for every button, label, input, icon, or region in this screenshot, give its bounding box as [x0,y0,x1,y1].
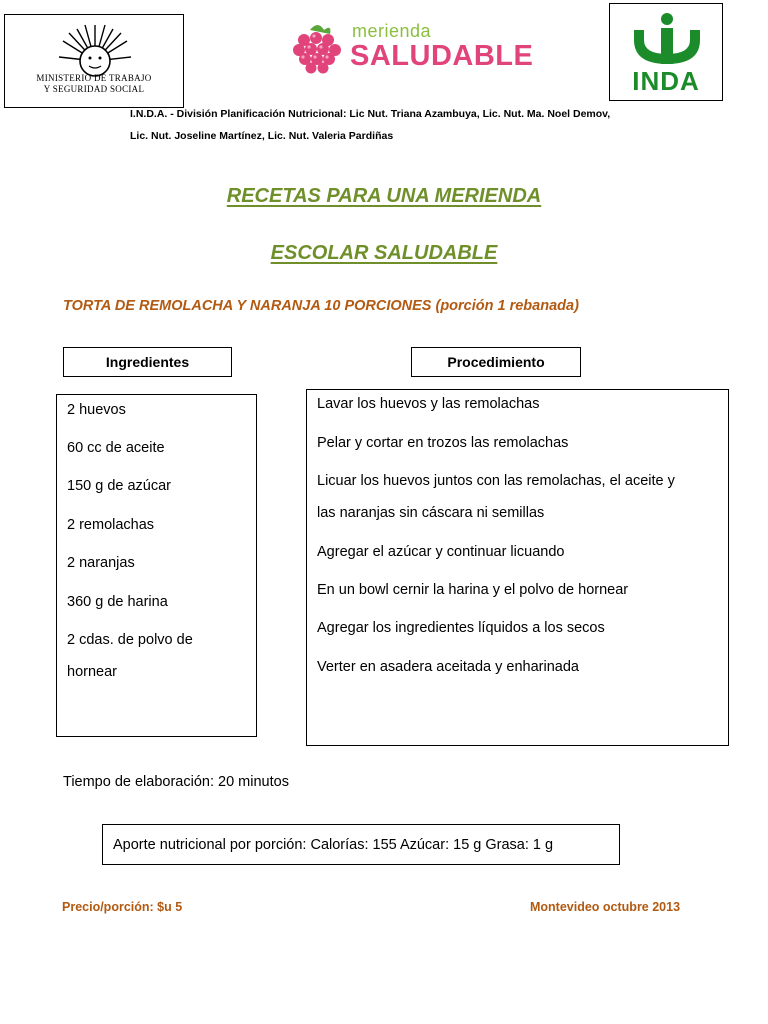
inda-logo [609,3,723,101]
nutrition-text: Aporte nutricional por porción: Calorías: 155 Azúcar: 15 g Grasa: 1 g [113,836,554,853]
page-title-line2: ESCOLAR SALUDABLE [270,242,498,264]
procedure-step: Verter en asadera aceitada y enharinada [317,659,579,675]
ingredient-item: 60 cc de aceite [67,440,165,456]
procedure-step: Agregar el azúcar y continuar licuando [317,544,565,560]
inda-emblem-icon [630,10,704,68]
ingredient-item: 360 g de harina [67,594,168,610]
ministry-name-line1: MINISTERIO DE TRABAJO [36,73,152,83]
recipe-title: TORTA DE REMOLACHA Y NARANJA 10 PORCIONES (porción 1 rebanada) [63,298,579,314]
ministry-name-line2: Y SEGURIDAD SOCIAL [43,84,145,94]
merienda-saludable-logo [286,18,534,80]
raspberry-icon [288,20,348,76]
merienda-wordmark: merienda [352,21,432,41]
page-title-line1: RECETAS PARA UNA MERIENDA [226,185,542,207]
ingredient-item: 2 huevos [67,402,126,418]
ingredient-item: hornear [67,664,117,680]
procedure-step: Lavar los huevos y las remolachas [317,396,540,412]
procedure-list [306,389,729,746]
procedure-step: En un bowl cernir la harina y el polvo de hornear [317,582,629,598]
ingredients-list [56,394,257,737]
procedure-step: Pelar y cortar en trozos las remolachas [317,435,569,451]
place-date: Montevideo octubre 2013 [530,900,681,914]
nutrition-summary [102,824,620,865]
saludable-wordmark: SALUDABLE [350,40,534,72]
inda-wordmark: INDA [632,66,700,96]
procedure-heading: Procedimiento [411,347,581,377]
ingredient-item: 2 remolachas [67,517,155,533]
credits-line1: I.N.D.A. - División Planificación Nutricional: Lic Nut. Triana Azambuya, Lic. Nut. Ma. Noel Demov, [130,108,611,120]
sun-emblem-icon [57,21,133,79]
ingredient-item: 2 cdas. de polvo de [67,632,193,648]
procedure-step: Agregar los ingredientes líquidos a los secos [317,620,605,636]
ingredients-heading: Ingredientes [63,347,232,377]
ingredient-item: 2 naranjas [67,555,135,571]
prep-time: Tiempo de elaboración: 20 minutos [63,774,289,790]
ingredient-item: 150 g de azúcar [67,478,171,494]
ministry-logo [4,14,184,108]
procedure-step: las naranjas sin cáscara ni semillas [317,505,545,521]
price-per-portion: Precio/porción: $u 5 [62,900,183,914]
credits-line2: Lic. Nut. Joseline Martínez, Lic. Nut. Valeria Pardiñas [130,130,394,142]
procedure-step: Licuar los huevos juntos con las remolachas, el aceite y [317,473,675,489]
